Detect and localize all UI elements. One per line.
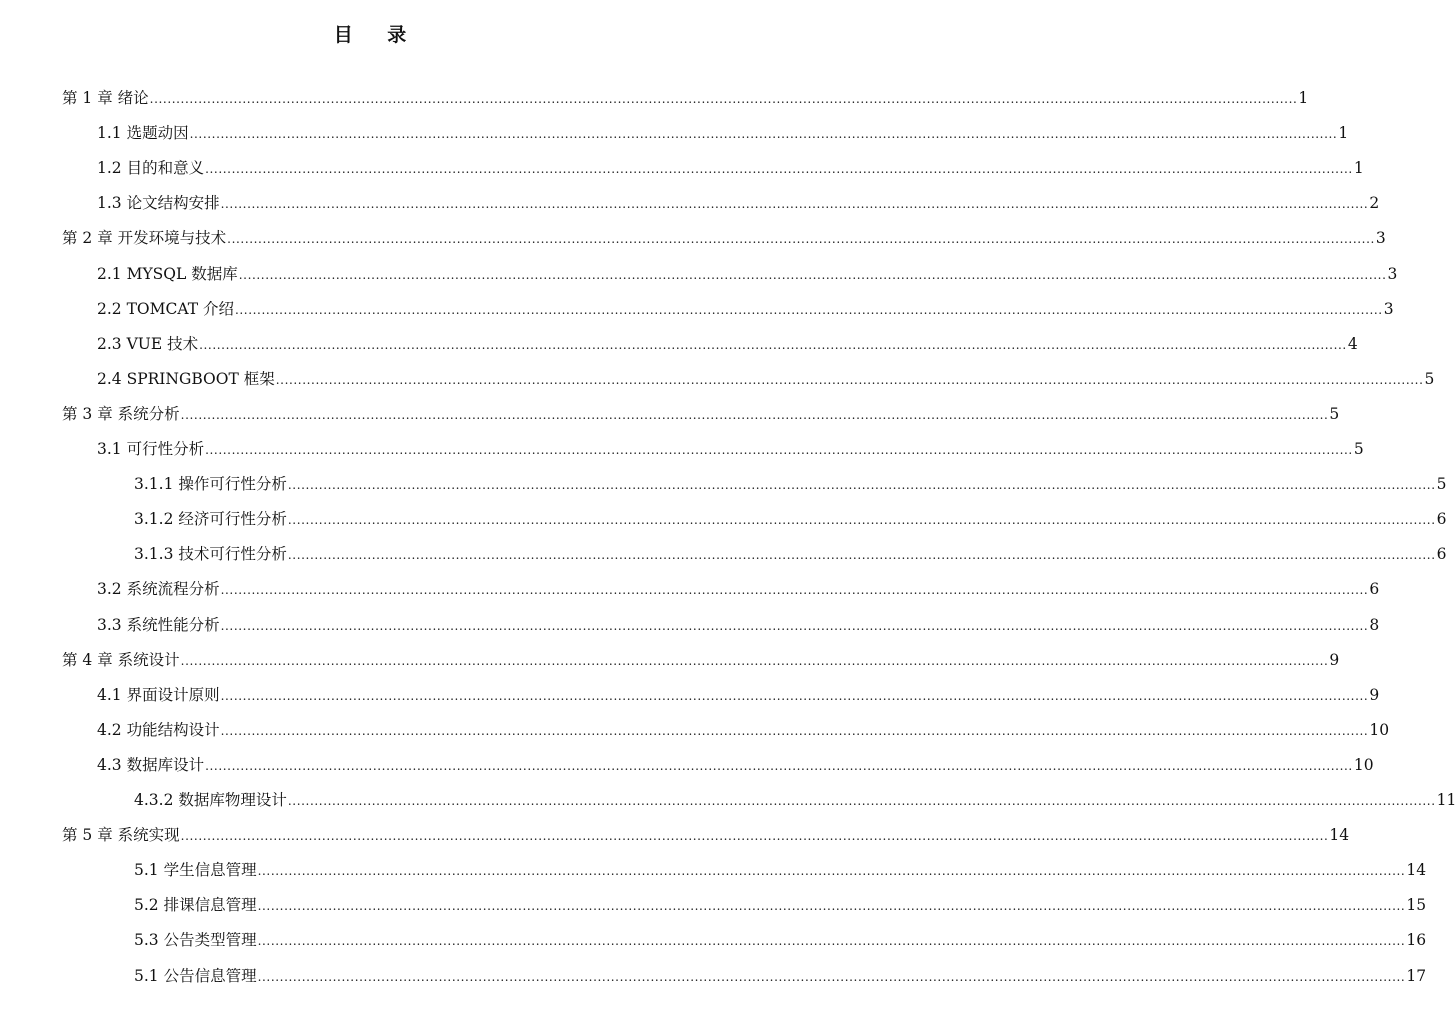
toc-entry-page-number: 15: [1406, 896, 1427, 915]
toc-entry-label: 第 5 章 系统实现: [62, 826, 180, 845]
toc-entry-label: 1.3 论文结构安排: [97, 194, 220, 213]
dot-leader: ....................................................................................................................................................................................................................................................................: [205, 443, 1353, 457]
dot-leader: ....................................................................................................................................................................................................................................................................: [257, 969, 1406, 984]
dot-leader: ....................................................................................................................................................................................................................................................................: [238, 267, 1387, 282]
toc-entry-label: 第 4 章 系统设计: [62, 650, 180, 669]
toc-entry-label: 3.1.2 经济可行性分析: [134, 510, 287, 529]
dot-leader: ....................................................................................................................................................................................................................................................................: [180, 653, 1329, 668]
toc-entry-page-number: 14: [1406, 861, 1427, 880]
toc-entry[interactable]: [97, 115, 1349, 151]
toc-entry-label: 3.2 系统流程分析: [97, 580, 220, 599]
dot-leader: ....................................................................................................................................................................................................................................................................: [199, 337, 1347, 352]
toc-entry-page-number: 5: [1424, 369, 1435, 388]
dot-leader: ....................................................................................................................................................................................................................................................................: [180, 407, 1329, 422]
toc-entry[interactable]: [97, 607, 1380, 643]
dot-leader: ....................................................................................................................................................................................................................................................................: [205, 758, 1353, 773]
toc-entry-page-number: 4: [1347, 334, 1358, 353]
toc-entry-page-number: 10: [1369, 720, 1390, 739]
dot-leader: ....................................................................................................................................................................................................................................................................: [257, 899, 1406, 914]
dot-leader: ....................................................................................................................................................................................................................................................................: [205, 162, 1353, 177]
toc-entry-page-number: 6: [1436, 510, 1447, 529]
toc-entry-label: 4.2 功能结构设计: [97, 720, 220, 739]
toc-entry-label: 3.1.3 技术可行性分析: [134, 545, 287, 564]
dot-leader: ....................................................................................................................................................................................................................................................................: [220, 197, 1369, 212]
dot-leader: ....................................................................................................................................................................................................................................................................: [149, 92, 1298, 106]
dot-leader: ....................................................................................................................................................................................................................................................................: [287, 548, 1436, 563]
toc-entry[interactable]: [97, 712, 1390, 748]
toc-entry-label: 2.4 SPRINGBOOT 框架: [97, 369, 275, 388]
dot-leader: ....................................................................................................................................................................................................................................................................: [189, 127, 1338, 142]
toc-entry-page-number: 5: [1329, 404, 1340, 423]
toc-entry-page-number: 3: [1383, 299, 1394, 318]
dot-leader: ....................................................................................................................................................................................................................................................................: [287, 794, 1436, 808]
toc-entry-page-number: 1: [1353, 159, 1364, 178]
toc-entry-label: 第 2 章 开发环境与技术: [62, 229, 227, 248]
toc-entry[interactable]: [97, 291, 1394, 327]
dot-leader: ....................................................................................................................................................................................................................................................................: [257, 864, 1406, 879]
toc-entry[interactable]: [134, 958, 1427, 994]
toc-entry-label: 1.2 目的和意义: [97, 159, 205, 178]
toc-entry[interactable]: [134, 782, 1456, 818]
toc-entry[interactable]: [62, 396, 1340, 432]
toc-entry[interactable]: [62, 80, 1309, 116]
toc-entry[interactable]: [97, 571, 1380, 607]
dot-leader: ....................................................................................................................................................................................................................................................................: [220, 583, 1369, 598]
toc-entry[interactable]: [134, 852, 1427, 888]
toc-entry[interactable]: [97, 150, 1364, 186]
toc-entry[interactable]: [62, 817, 1350, 853]
toc-entry-page-number: 2: [1369, 194, 1380, 213]
toc-entry-label: 5.1 公告信息管理: [134, 966, 257, 985]
toc-entry-page-number: 6: [1369, 580, 1380, 599]
dot-leader: ....................................................................................................................................................................................................................................................................: [220, 688, 1369, 703]
toc-entry-page-number: 5: [1353, 440, 1364, 458]
toc-entry-label: 2.3 VUE 技术: [97, 334, 199, 353]
toc-entry-label: 2.2 TOMCAT 介绍: [97, 299, 234, 318]
toc-entry[interactable]: [97, 185, 1380, 221]
toc-entry[interactable]: [97, 256, 1398, 292]
toc-entry-page-number: 17: [1406, 966, 1427, 985]
toc-entry-label: 3.1 可行性分析: [97, 440, 205, 458]
toc-entry-page-number: 1: [1338, 124, 1349, 143]
dot-leader: ....................................................................................................................................................................................................................................................................: [257, 934, 1406, 949]
toc-entry-label: 2.1 MYSQL 数据库: [97, 264, 238, 283]
dot-leader: ....................................................................................................................................................................................................................................................................: [220, 723, 1369, 738]
dot-leader: ....................................................................................................................................................................................................................................................................: [287, 513, 1436, 528]
toc-entry[interactable]: [134, 536, 1447, 572]
toc-entry-label: 4.3.2 数据库物理设计: [134, 791, 287, 809]
dot-leader: ....................................................................................................................................................................................................................................................................: [220, 618, 1369, 633]
toc-entry[interactable]: [97, 677, 1380, 713]
toc-entry[interactable]: [62, 642, 1340, 678]
toc-entry-page-number: 1: [1298, 89, 1309, 107]
toc-entry[interactable]: [97, 361, 1435, 397]
toc-entry[interactable]: [134, 887, 1427, 923]
toc-entry-page-number: 10: [1353, 755, 1374, 774]
toc-entry[interactable]: [134, 466, 1447, 502]
dot-leader: ....................................................................................................................................................................................................................................................................: [234, 302, 1383, 317]
toc-entry-label: 5.1 学生信息管理: [134, 861, 257, 880]
toc-entry[interactable]: [97, 747, 1374, 783]
toc-entry-page-number: 6: [1436, 545, 1447, 564]
toc-entry-page-number: 8: [1369, 615, 1380, 634]
toc-entry-label: 4.1 界面设计原则: [97, 685, 220, 704]
toc-entry-page-number: 16: [1406, 931, 1427, 950]
toc-entry-page-number: 3: [1375, 229, 1386, 248]
toc-entry-page-number: 9: [1369, 685, 1380, 704]
dot-leader: ....................................................................................................................................................................................................................................................................: [227, 232, 1375, 247]
toc-title: 目 录: [333, 24, 421, 46]
dot-leader: ....................................................................................................................................................................................................................................................................: [180, 829, 1329, 844]
toc-entry-label: 4.3 数据库设计: [97, 755, 205, 774]
toc-entry-page-number: 9: [1329, 650, 1340, 669]
toc-entry-label: 5.2 排课信息管理: [134, 896, 257, 915]
toc-entry[interactable]: [134, 922, 1427, 958]
toc-entry-label: 第 3 章 系统分析: [62, 404, 180, 423]
toc-entry-page-number: 3: [1387, 264, 1398, 283]
dot-leader: ....................................................................................................................................................................................................................................................................: [287, 478, 1436, 493]
toc-entry-page-number: 14: [1329, 826, 1350, 845]
toc-entry-label: 3.1.1 操作可行性分析: [134, 475, 287, 494]
toc-entry[interactable]: [97, 431, 1364, 467]
toc-entry-label: 3.3 系统性能分析: [97, 615, 220, 634]
dot-leader: ....................................................................................................................................................................................................................................................................: [275, 372, 1424, 387]
toc-entry[interactable]: [97, 326, 1358, 362]
toc-entry-page-number: 5: [1436, 475, 1447, 494]
toc-entry-label: 第 1 章 绪论: [62, 89, 149, 107]
toc-entry-label: 1.1 选题动因: [97, 124, 189, 143]
toc-entry-page-number: 11: [1436, 791, 1456, 809]
toc-entry-label: 5.3 公告类型管理: [134, 931, 257, 950]
toc-entry[interactable]: [62, 220, 1386, 256]
toc-entry[interactable]: [134, 501, 1447, 537]
